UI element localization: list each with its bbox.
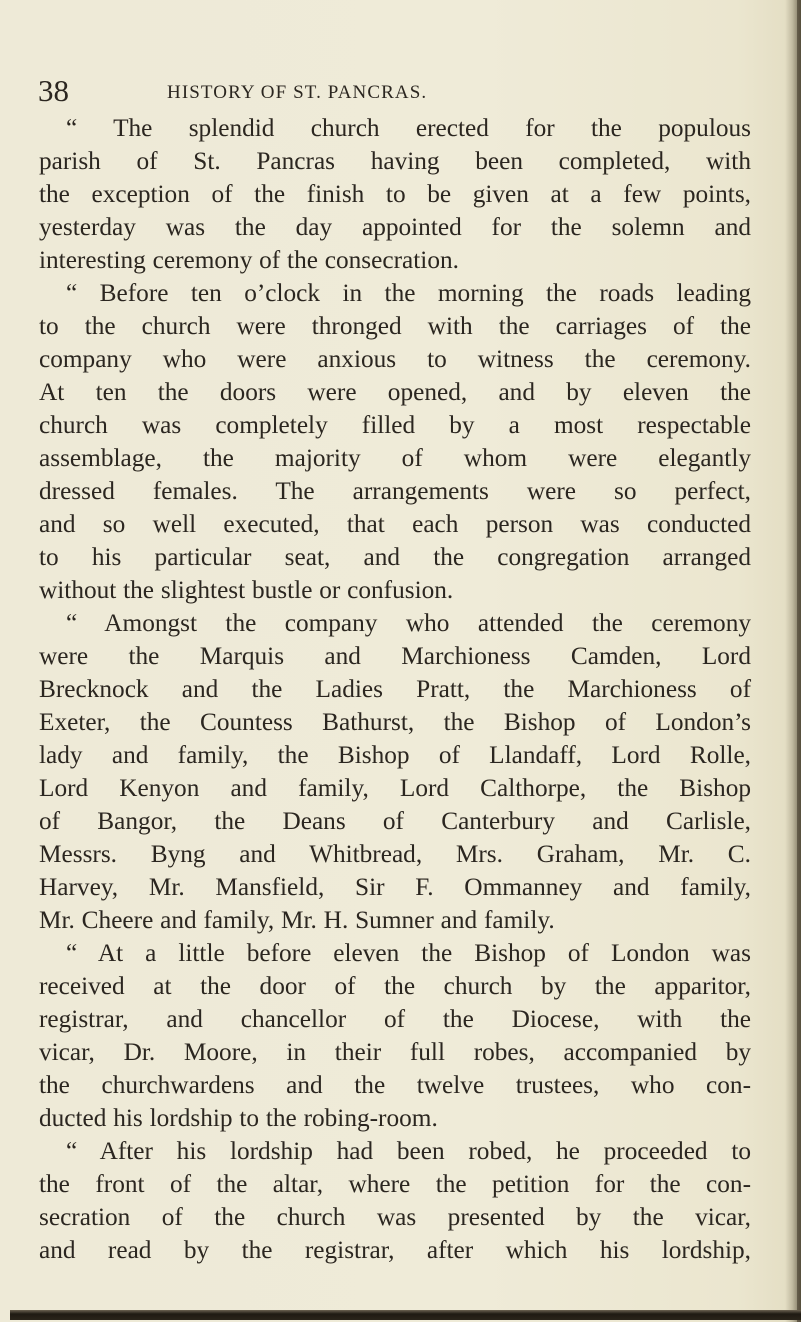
text-line: vicar, Dr. Moore, in their full robes, accompanied by <box>39 1038 751 1066</box>
text-line: company who were anxious to witness the ceremony. <box>39 345 751 373</box>
text-line: were the Marquis and Marchioness Camden, Lord <box>39 642 751 670</box>
text-line: church was completely filled by a most respectable <box>39 411 751 439</box>
text-line: Messrs. Byng and Whitbread, Mrs. Graham, Mr. C. <box>39 840 751 868</box>
text-line: dressed females. The arrangements were so perfect, <box>39 477 751 505</box>
text-line: of Bangor, the Deans of Canterbury and Carlisle, <box>39 807 751 835</box>
page-edge <box>797 0 801 1322</box>
text-line: and so well executed, that each person was conducted <box>39 510 751 538</box>
text-line: to his particular seat, and the congregation arranged <box>39 543 751 571</box>
text-line: “ Before ten o’clock in the morning the roads leading <box>66 279 751 307</box>
text-line: ducted his lordship to the robing-room. <box>39 1104 438 1132</box>
text-line: to the church were thronged with the carriages of the <box>39 312 751 340</box>
text-line: secration of the church was presented by the vicar, <box>39 1203 751 1231</box>
text-line: “ Amongst the company who attended the ceremony <box>66 609 751 637</box>
text-line: “ After his lordship had been robed, he proceeded to <box>66 1137 751 1165</box>
text-line: received at the door of the church by the apparitor, <box>39 972 751 1000</box>
text-line: the churchwardens and the twelve trustees, who con- <box>39 1071 751 1099</box>
text-line: At ten the doors were opened, and by eleven the <box>39 378 751 406</box>
text-line: yesterday was the day appointed for the solemn and <box>39 213 751 241</box>
text-line: and read by the registrar, after which his lordship, <box>39 1236 751 1264</box>
running-head: HISTORY OF ST. PANCRAS. <box>167 82 428 103</box>
text-line: “ The splendid church erected for the populous <box>66 114 751 142</box>
text-line: parish of St. Pancras having been completed, with <box>39 147 751 175</box>
text-line: assemblage, the majority of whom were elegantly <box>39 444 751 472</box>
text-line: Lord Kenyon and family, Lord Calthorpe, the Bishop <box>39 774 751 802</box>
text-line: without the slightest bustle or confusion. <box>39 576 454 604</box>
text-line: the front of the altar, where the petition for the con- <box>39 1170 751 1198</box>
text-line: “ At a little before eleven the Bishop of London was <box>66 939 751 967</box>
text-line: Exeter, the Countess Bathurst, the Bishop of London’s <box>39 708 751 736</box>
page-number: 38 <box>38 73 69 108</box>
body-text <box>39 112 751 1267</box>
page-header <box>38 73 598 113</box>
bottom-edge-rule <box>10 1310 801 1320</box>
text-line: Harvey, Mr. Mansfield, Sir F. Ommanney and family, <box>39 873 751 901</box>
text-line: Brecknock and the Ladies Pratt, the Marchioness of <box>39 675 751 703</box>
text-line: lady and family, the Bishop of Llandaff, Lord Rolle, <box>39 741 751 769</box>
text-line: the exception of the finish to be given at a few points, <box>39 180 751 208</box>
text-line: Mr. Cheere and family, Mr. H. Sumner and family. <box>39 906 555 934</box>
text-line: interesting ceremony of the consecration. <box>39 246 459 274</box>
text-line: registrar, and chancellor of the Diocese, with the <box>39 1005 751 1033</box>
